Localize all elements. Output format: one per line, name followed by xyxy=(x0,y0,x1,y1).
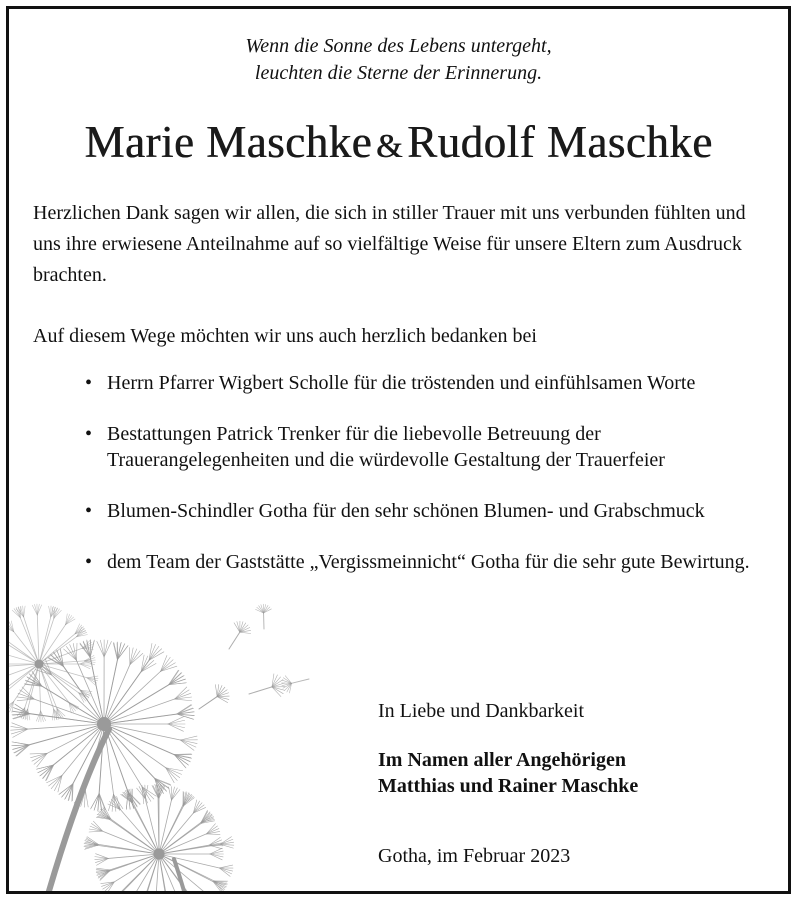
signoff: In Liebe und Dankbarkeit xyxy=(378,700,585,722)
motto xyxy=(9,33,788,87)
list-item xyxy=(85,421,775,473)
title-ampersand: & xyxy=(375,128,403,165)
deceased-name-2: Rudolf Maschke xyxy=(406,117,713,167)
bullet-icon: • xyxy=(85,551,93,573)
list-item-text: dem Team der Gaststätte „Vergissmeinnicht“ Gotha für die sehr gute Bewirtung. xyxy=(107,551,750,573)
dandelion-illustration xyxy=(9,569,339,891)
bullet-icon: • xyxy=(85,500,93,522)
thanks-intro: Auf diesem Wege möchten wir uns auch herzlich bedanken bei xyxy=(33,325,537,347)
motto-line-1: Wenn die Sonne des Lebens untergeht, xyxy=(245,35,552,57)
list-item xyxy=(85,370,775,396)
list-item-text: Bestattungen Patrick Trenker für die liebevolle Betreuung der Trauerangelegenheiten und die würdevolle Gestaltung der Trauerfeier xyxy=(107,423,665,471)
signatories-line-1: Im Namen aller Angehörigen xyxy=(378,749,626,771)
place-date: Gotha, im Februar 2023 xyxy=(378,845,571,867)
deceased-name-1: Marie Maschke xyxy=(84,117,372,167)
signatories-line-2: Matthias und Rainer Maschke xyxy=(378,775,639,797)
list-item xyxy=(85,549,775,575)
list-item-text: Herrn Pfarrer Wigbert Scholle für die tröstenden und einfühlsamen Worte xyxy=(107,372,696,394)
intro-paragraph: Herzlichen Dank sagen wir allen, die sich in stiller Trauer mit uns verbunden fühlten und uns ihre erwiesene Anteilnahme auf so vielfältige Weise für unsere Eltern zum Ausdruck brachten. xyxy=(33,202,746,286)
obituary-card xyxy=(6,6,791,894)
motto-line-2: leuchten die Sterne der Erinnerung. xyxy=(254,62,543,84)
bullet-icon: • xyxy=(85,372,93,394)
list-item xyxy=(85,498,775,524)
thanks-list xyxy=(85,370,775,600)
signatories xyxy=(378,747,638,799)
list-item-text: Blumen-Schindler Gotha für den sehr schönen Blumen- und Grabschmuck xyxy=(107,500,705,522)
page-title xyxy=(9,114,788,175)
bullet-icon: • xyxy=(85,423,93,445)
